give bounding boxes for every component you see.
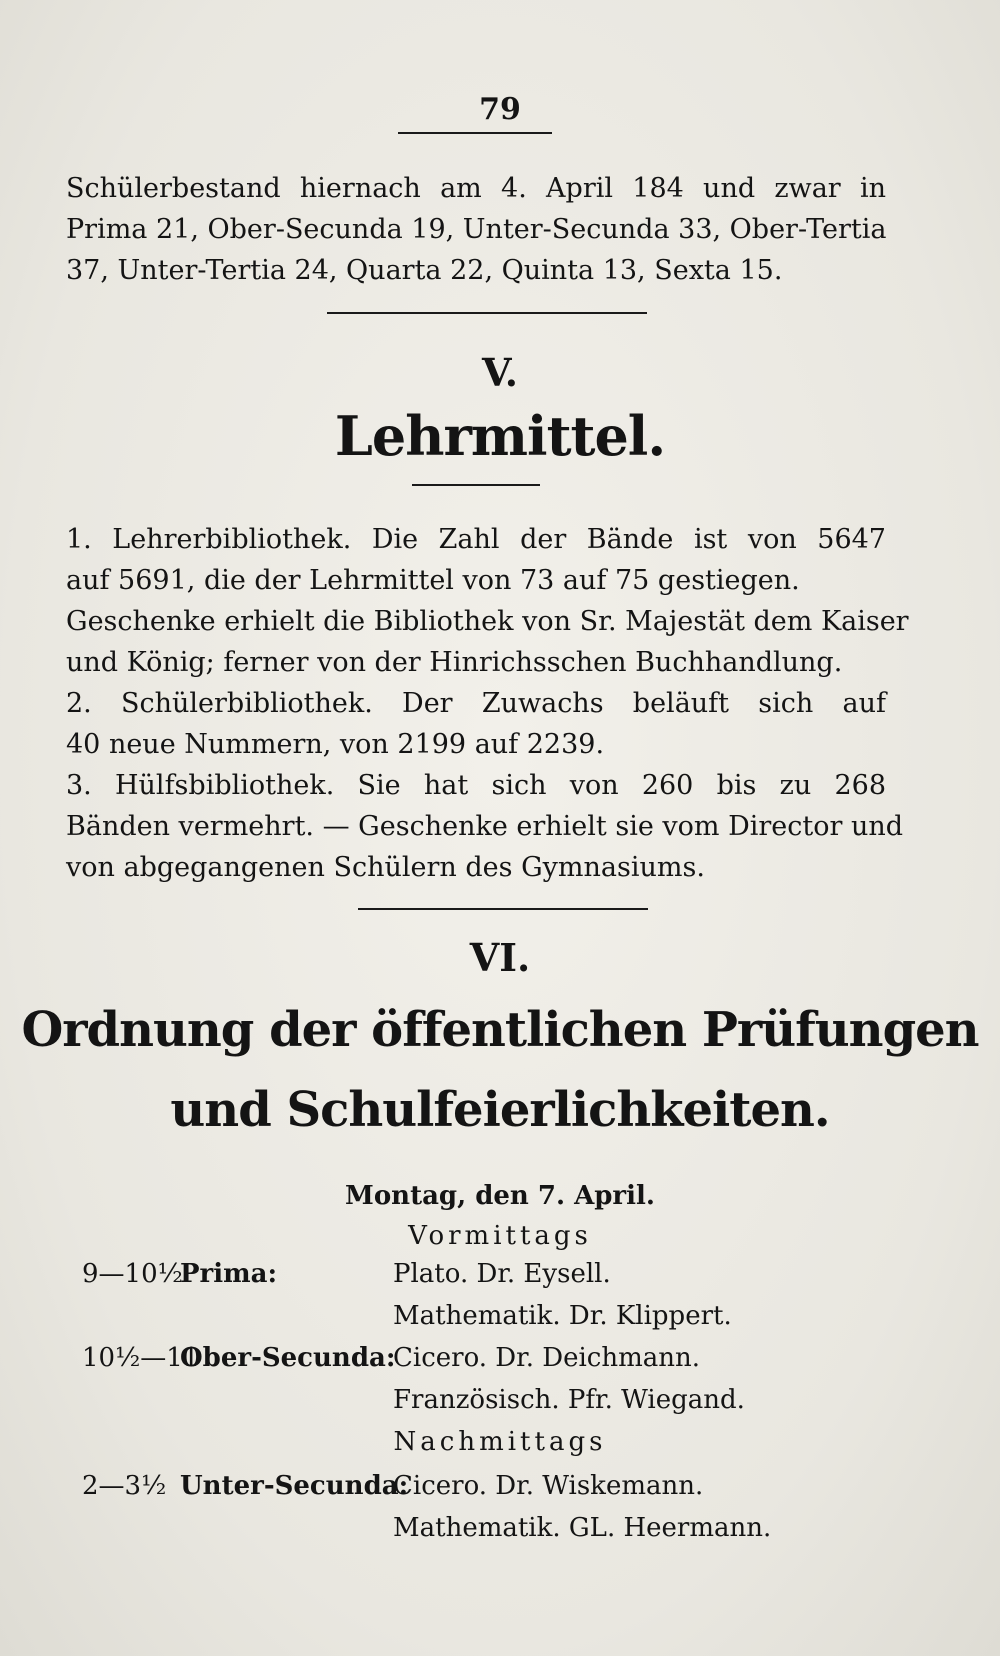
intro-paragraph: [66, 168, 886, 291]
text-line: 1. Lehrerbibliothek. Die Zahl der Bände ist von 5647: [66, 524, 886, 555]
text-line: und König; ferner von der Hinrichsschen Buchhandlung.: [66, 647, 843, 678]
lehrmittel-item-1: [66, 519, 886, 601]
title-underline: [412, 484, 540, 486]
schedule-subject: Französisch. Pfr. Wiegand.: [393, 1385, 745, 1415]
schedule-class: Prima:: [180, 1259, 278, 1289]
exam-day: Montag, den 7. April.: [345, 1181, 655, 1211]
section-6-numeral: VI.: [469, 935, 531, 980]
morning-label: Vormittags: [408, 1221, 592, 1251]
section-5-numeral: V.: [481, 350, 519, 395]
intro-line: Prima 21, Ober-Secunda 19, Unter-Secunda 33, Ober-Tertia: [66, 214, 887, 245]
schedule-subject: Cicero. Dr. Wiskemann.: [393, 1471, 704, 1501]
section-6-title-line-2: und Schulfeierlichkeiten.: [170, 1082, 830, 1138]
section-5-title: Lehrmittel.: [334, 404, 666, 468]
header-rule: [398, 132, 552, 134]
schedule-time: 9—10½: [82, 1259, 183, 1289]
schedule-class: Unter-Secunda:: [180, 1471, 409, 1501]
text-line: 3. Hülfsbibliothek. Sie hat sich von 260 bis zu 268: [66, 770, 886, 801]
schedule-time: 2—3½: [82, 1471, 167, 1501]
schedule-subject: Plato. Dr. Eysell.: [393, 1259, 611, 1289]
schedule-subject: Mathematik. GL. Heermann.: [393, 1513, 772, 1543]
schedule-class: Ober-Secunda:: [180, 1343, 396, 1373]
page-number: 79: [479, 92, 521, 127]
lehrmittel-item-3: [66, 765, 904, 888]
text-line: Bänden vermehrt. — Geschenke erhielt sie vom Director und: [66, 811, 904, 842]
section-divider: [358, 908, 648, 910]
schedule-subject: Cicero. Dr. Deichmann.: [393, 1343, 701, 1373]
text-line: 40 neue Nummern, von 2199 auf 2239.: [66, 729, 605, 760]
intro-line: Schülerbestand hiernach am 4. April 184 und zwar in: [66, 173, 886, 204]
schedule-time: 10½—11: [82, 1343, 200, 1373]
schedule-subject: Mathematik. Dr. Klippert.: [393, 1301, 732, 1331]
afternoon-label: Nachmittags: [393, 1427, 607, 1457]
section-divider: [327, 312, 647, 314]
section-6-title-line-1: Ordnung der öffentlichen Prüfungen: [21, 1002, 979, 1058]
lehrmittel-item-2: [66, 683, 886, 765]
lehrmittel-item-gifts: [66, 601, 909, 683]
text-line: von abgegangenen Schülern des Gymnasiums.: [66, 852, 705, 883]
text-line: Geschenke erhielt die Bibliothek von Sr. Majestät dem Kaiser: [66, 606, 909, 637]
text-line: auf 5691, die der Lehrmittel von 73 auf 75 gestiegen.: [66, 565, 800, 596]
intro-line: 37, Unter-Tertia 24, Quarta 22, Quinta 13, Sexta 15.: [66, 255, 783, 286]
text-line: 2. Schülerbibliothek. Der Zuwachs beläuft sich auf: [66, 688, 886, 719]
